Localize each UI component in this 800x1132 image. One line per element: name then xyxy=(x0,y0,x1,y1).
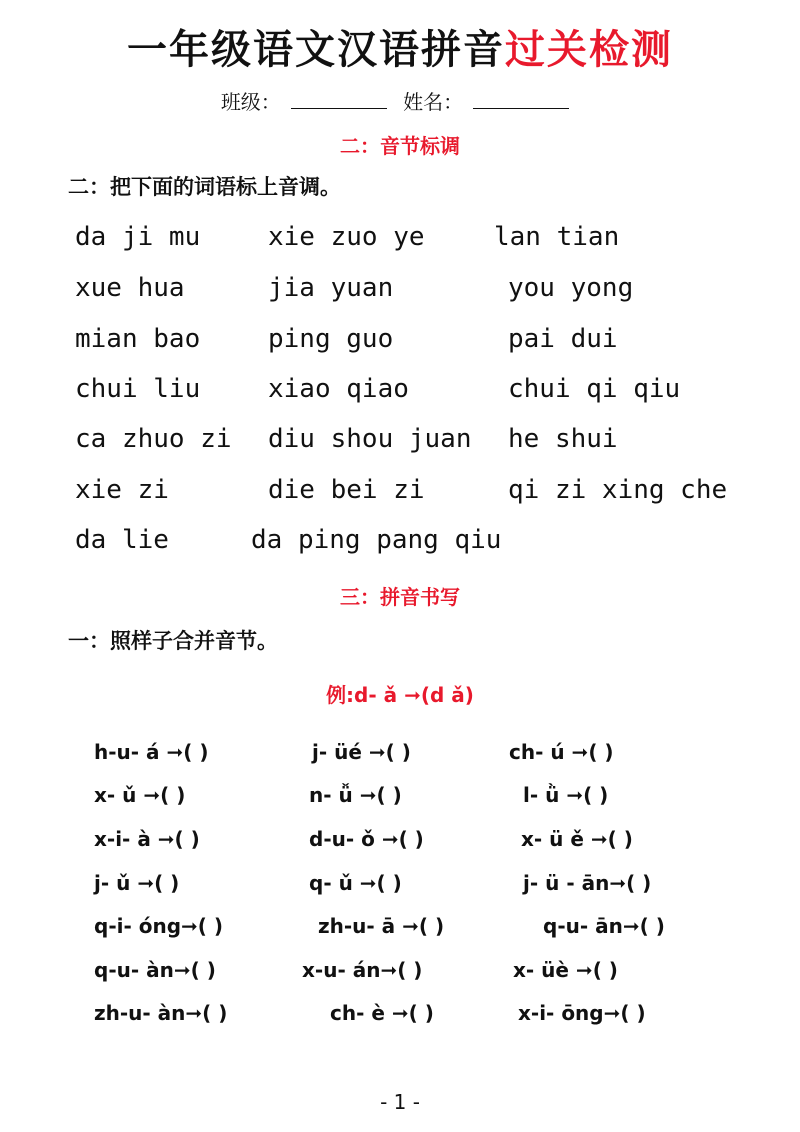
word-item: xue hua xyxy=(75,273,185,303)
exercise-item[interactable]: q-i- óng➞( ) xyxy=(94,914,224,938)
word-item: diu shou juan xyxy=(268,424,472,454)
word-item: die bei zi xyxy=(268,475,425,505)
name-blank[interactable] xyxy=(473,90,569,109)
exercise-item[interactable]: q-u- ān➞( ) xyxy=(543,914,665,938)
exercise-item[interactable]: zh-u- ā ➞( ) xyxy=(318,914,445,938)
class-label: 班级： xyxy=(220,90,281,114)
title-main: 一年级语文汉语拼音 xyxy=(127,26,505,73)
section-title-tones: 二：音节标调 xyxy=(340,134,460,158)
exercise-item[interactable]: zh-u- àn➞( ) xyxy=(94,1001,228,1025)
page-number: - 1 - xyxy=(380,1090,420,1114)
exercise-item[interactable]: l- ǜ ➞( ) xyxy=(523,783,609,807)
word-item: chui liu xyxy=(75,374,201,404)
exercise-item[interactable]: q-u- àn➞( ) xyxy=(94,958,216,982)
exercise-item[interactable]: x-i- à ➞( ) xyxy=(94,827,200,851)
word-item: you yong xyxy=(508,273,634,303)
word-item: da ji mu xyxy=(75,222,201,252)
word-item: jia yuan xyxy=(268,273,394,303)
exercise-item[interactable]: x-u- án➞( ) xyxy=(302,958,423,982)
word-item: mian bao xyxy=(75,324,201,354)
exercise-item[interactable]: x-i- ōng➞( ) xyxy=(518,1001,646,1025)
word-item: qi zi xing che xyxy=(508,475,728,505)
class-blank[interactable] xyxy=(291,90,387,109)
section-title-writing: 三：拼音书写 xyxy=(340,585,460,609)
word-item: xiao qiao xyxy=(268,374,409,404)
instruction-merge: 一：照样子合并音节。 xyxy=(68,628,278,653)
exercise-item[interactable]: d-u- ǒ ➞( ) xyxy=(309,827,424,851)
word-item: da ping pang qiu xyxy=(251,525,502,555)
word-item: lan tian xyxy=(494,222,620,252)
exercise-item[interactable]: j- üé ➞( ) xyxy=(312,740,411,764)
word-item: chui qi qiu xyxy=(508,374,681,404)
word-item: xie zuo ye xyxy=(268,222,425,252)
exercise-item[interactable]: j- ü - ān➞( ) xyxy=(523,871,652,895)
word-item: xie zi xyxy=(75,475,169,505)
instruction-tones: 二：把下面的词语标上音调。 xyxy=(68,174,341,199)
exercise-item[interactable]: h-u- á ➞( ) xyxy=(94,740,209,764)
exercise-item[interactable]: n- ǚ ➞( ) xyxy=(309,783,402,807)
name-label: 姓名： xyxy=(403,90,464,114)
page-title xyxy=(0,22,800,78)
exercise-item[interactable]: x- ǔ ➞( ) xyxy=(94,783,186,807)
word-item: he shui xyxy=(508,424,618,454)
exercise-item[interactable]: x- ü ě ➞( ) xyxy=(521,827,633,851)
student-info xyxy=(0,88,800,116)
word-item: ca zhuo zi xyxy=(75,424,232,454)
word-item: da lie xyxy=(75,525,169,555)
word-item: ping guo xyxy=(268,324,394,354)
example-line: 例:d- ǎ ➞(d ǎ) xyxy=(326,683,474,707)
exercise-item[interactable]: ch- è ➞( ) xyxy=(330,1001,434,1025)
exercise-item[interactable]: q- ǔ ➞( ) xyxy=(309,871,402,895)
title-highlight: 过关检测 xyxy=(505,26,673,73)
exercise-item[interactable]: j- ǔ ➞( ) xyxy=(94,871,180,895)
exercise-item[interactable]: ch- ú ➞( ) xyxy=(509,740,614,764)
exercise-item[interactable]: x- üè ➞( ) xyxy=(513,958,618,982)
word-item: pai dui xyxy=(508,324,618,354)
